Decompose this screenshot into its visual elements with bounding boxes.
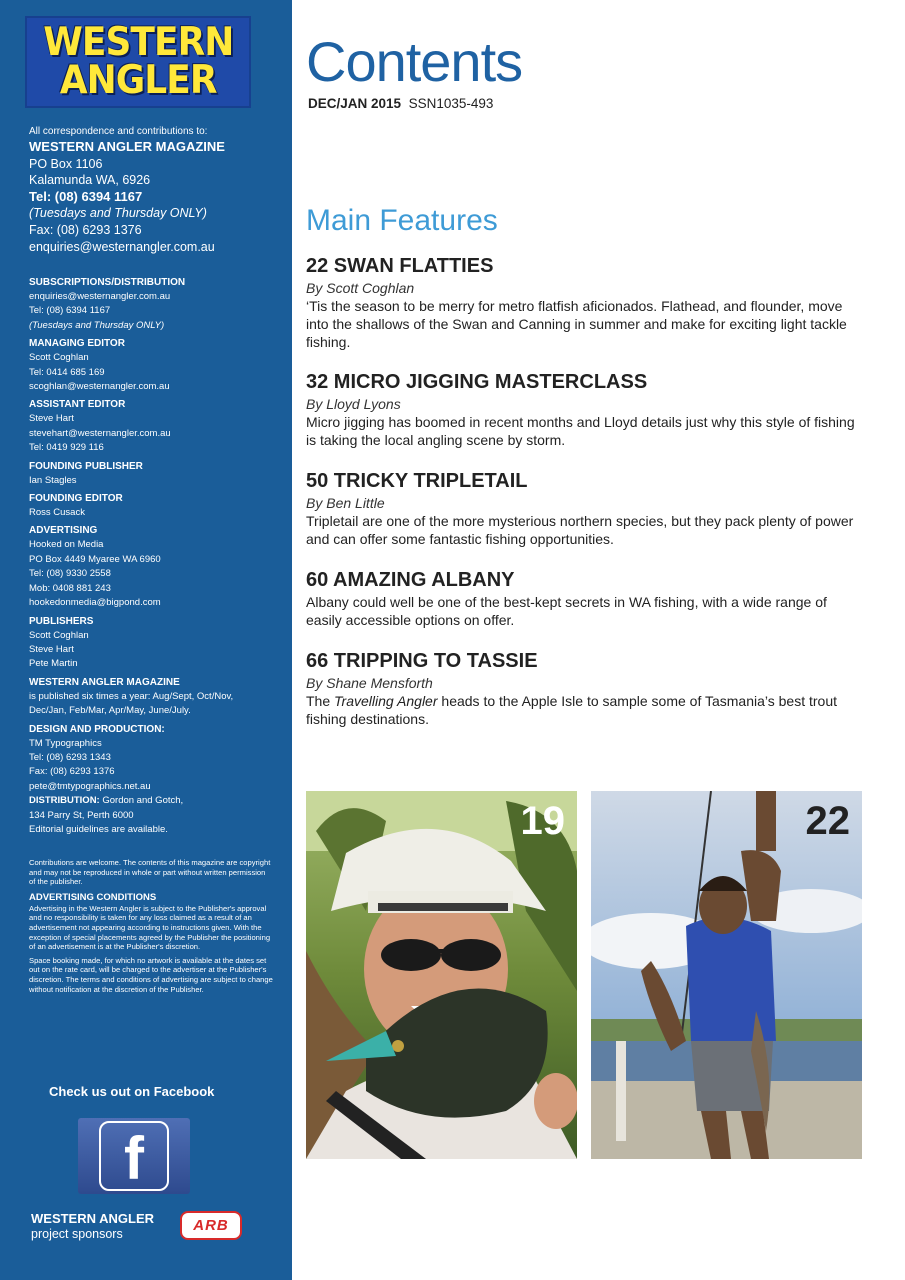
feature-item[interactable] [306,255,866,351]
staff-section [29,676,279,719]
staff-section-heading: WESTERN ANGLER MAGAZINE [29,676,180,688]
fax-number: Fax: (08) 6293 1376 [29,222,142,237]
distribution-value: Gordon and Gotch, [99,795,184,807]
feature-byline: By Ben Little [306,495,385,511]
contact-email[interactable]: enquiries@westernangler.com.au [29,239,215,254]
facebook-glyph: f [124,1125,144,1192]
logo-line2: ANGLER [59,58,217,103]
feature-description-end: heads to the Apple Isle to sample some of Tasmania’s best trout fishing destinations. [306,693,838,727]
facebook-label: Check us out on Facebook [49,1084,215,1099]
page-title: Contents [306,30,523,93]
staff-line: Dec/Jan, Feb/Mar, Apr/May, June/July. [29,705,191,717]
staff-section-heading: SUBSCRIPTIONS/DISTRIBUTION [29,277,186,288]
staff-line: TM Typographics [29,737,102,749]
distribution-label: DISTRIBUTION: [29,795,100,807]
issue-info [308,96,493,111]
feature-byline: By Scott Coghlan [306,280,415,296]
feature-description: ‘Tis the season to be merry for metro flatfish aficionados. Flathead, and flounder, move into the shallows of the Swan and Canning in summer and make for exciting light tackle fishing. [306,298,847,350]
photo-page-number: 22 [805,799,850,843]
staff-line: Scott Coghlan [29,352,89,364]
staff-line: Steve Hart [29,413,74,425]
feature-title: 32 MICRO JIGGING MASTERCLASS [306,371,648,393]
staff-line[interactable]: enquiries@westernangler.com.au [29,291,171,302]
feature-byline: By Shane Mensforth [306,675,433,691]
copyright-notice: Contributions are welcome. The contents of this magazine are copyright and may not be reproduced in whole or part without written permission of the publisher. [29,858,271,887]
staff-line: Fax: (08) 6293 1376 [29,766,115,778]
address-line-1: PO Box 1106 [29,156,103,171]
staff-section [29,492,279,520]
staff-line: Tel: (08) 6293 1343 [29,751,111,763]
legal-notice [29,858,273,998]
feature-item[interactable] [306,470,866,548]
staff-line: Ian Stagles [29,474,77,486]
correspondence-intro: All correspondence and contributions to: [29,126,208,137]
staff-line: Hooked on Media [29,539,104,551]
feature-photo-angler-with-flathead[interactable] [591,791,862,1159]
sponsor-subtitle: project sponsors [31,1227,123,1241]
staff-line[interactable]: pete@tmtypographics.net.au [29,780,151,792]
staff-line: Ross Cusack [29,507,85,519]
staff-line: Pete Martin [29,658,78,670]
staff-line[interactable]: stevehart@westernangler.com.au [29,427,171,439]
main-features-heading: Main Features [306,204,498,237]
space-booking-text: Space booking made, for which no artwork is available at the dates set out on the rate card, will be charged to the advertiser at the Publisher's discretion. The terms and conditions of advertising are subject to change without notification at the discretion of the Publisher. [29,955,273,994]
staff-section-heading: MANAGING EDITOR [29,338,125,350]
sponsor-title: WESTERN ANGLER [31,1211,155,1226]
feature-item[interactable] [306,569,866,629]
advertising-conditions-text: Advertising in the Western Angler is subject to the Publisher's approval and no responsibility is taken for any loss claimed as a result of an advertisement not appearing according to instructions given. With the exception of special placements agreed by the Publisher the positioning of an advertisement is at the Publisher's discretion. [29,903,271,952]
staff-section [29,460,279,488]
issue-date: DEC/JAN 2015 [308,96,402,111]
feature-photo-angler-with-bass[interactable] [306,791,577,1159]
staff-line: Tel: 0414 685 169 [29,366,105,378]
staff-line: Tel: (08) 6394 1167 [29,305,111,317]
feature-title: 22 SWAN FLATTIES [306,255,494,277]
staff-section [29,524,279,610]
feature-description: Tripletail are one of the more mysterious northern species, but they pack plenty of power and can offer some fantastic fishing opportunities. [306,513,854,547]
staff-line: (Tuesdays and Thursday ONLY) [29,319,165,331]
feature-description [306,692,866,728]
staff-line[interactable]: hookedonmedia@bigpond.com [29,597,161,609]
western-angler-logo[interactable] [25,16,251,108]
photo-illustration-flathead [591,791,862,1159]
staff-line: Tel: (08) 9330 2558 [29,568,111,580]
feature-title: 60 AMAZING ALBANY [306,569,515,591]
staff-line: Scott Coghlan [29,629,89,641]
feature-item[interactable] [306,371,866,449]
distribution-line [29,794,279,808]
feature-description: Albany could well be one of the best-kept secrets in WA fishing, with a wide range of easily accessible options on offer. [306,594,827,628]
photo-illustration-bass [306,791,577,1159]
staff-line: is published six times a year: Aug/Sept, Oct/Nov, [29,690,234,702]
distribution-section [29,794,279,837]
staff-line: Tel: 0419 929 116 [29,442,104,454]
staff-section-heading: ASSISTANT EDITOR [29,399,126,411]
facebook-icon[interactable] [78,1118,190,1194]
staff-section [29,337,279,394]
feature-title: 66 TRIPPING TO TASSIE [306,650,538,672]
staff-section [29,398,279,455]
photo-page-number: 19 [520,799,565,843]
address-line-2: Kalamunda WA, 6926 [29,173,151,188]
feature-item[interactable] [306,650,866,728]
phone-hours: (Tuesdays and Thursday ONLY) [29,206,207,221]
logo-line1: WESTERN [42,20,234,65]
feature-description-start: The [306,693,335,709]
staff-section-heading: FOUNDING EDITOR [29,493,123,505]
editorial-guidelines-note: Editorial guidelines are available. [29,823,168,835]
feature-description: Micro jigging has boomed in recent months and Lloyd details just why this style of fishing is taking the local angling scene by storm. [306,414,855,448]
staff-section [29,276,279,333]
feature-title: 50 TRICKY TRIPLETAIL [306,470,528,492]
distribution-address: 134 Parry St, Perth 6000 [29,809,134,821]
staff-section-heading: DESIGN AND PRODUCTION: [29,723,165,735]
advertising-conditions-heading: ADVERTISING CONDITIONS [29,891,157,903]
staff-section-heading: PUBLISHERS [29,615,94,627]
travelling-angler-name: Travelling Angler [334,693,438,709]
staff-section [29,615,279,672]
staff-section-heading: ADVERTISING [29,525,98,537]
issn: SSN1035-493 [408,96,494,111]
arb-logo-text: ARB [193,1217,229,1234]
sidebar [0,0,292,1280]
staff-directory [29,276,279,841]
staff-line: Steve Hart [29,643,74,655]
facebook-logo-frame [99,1121,169,1191]
staff-section [29,723,279,795]
magazine-name: WESTERN ANGLER MAGAZINE [29,139,225,154]
staff-line: Mob: 0408 881 243 [29,582,111,594]
staff-line: PO Box 4449 Myaree WA 6960 [29,553,161,565]
feature-byline: By Lloyd Lyons [306,396,401,412]
staff-section-heading: FOUNDING PUBLISHER [29,460,143,472]
correspondence-block [29,125,279,255]
phone-number[interactable]: Tel: (08) 6394 1167 [29,188,143,204]
arb-sponsor-logo[interactable] [180,1211,242,1240]
staff-line[interactable]: scoghlan@westernangler.com.au [29,381,170,393]
